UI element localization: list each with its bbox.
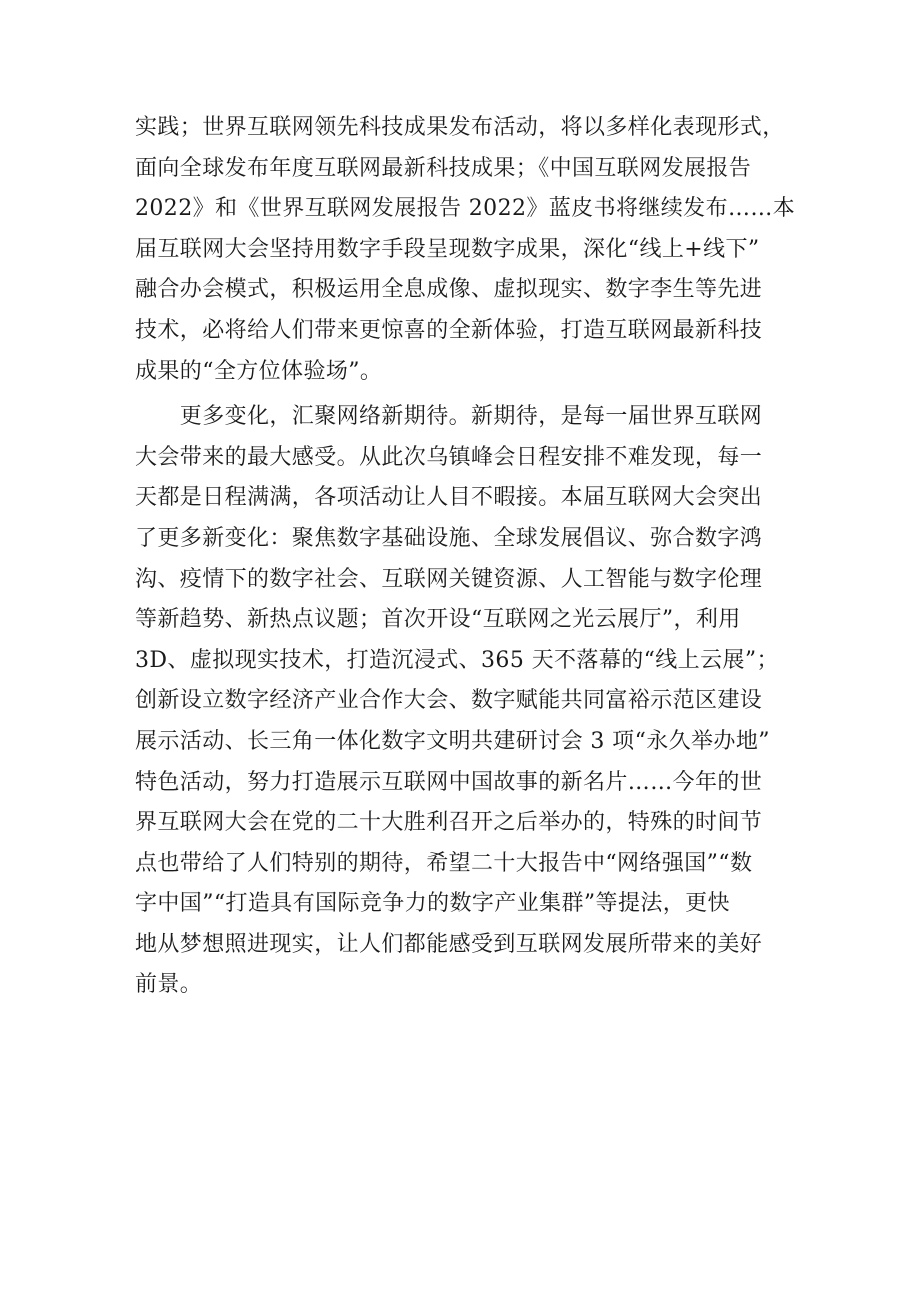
paragraph-line: 届互联网大会坚持用数字手段呈现数字成果，深化“线上+线下” <box>135 236 760 262</box>
paragraph-line: 大会带来的最大感受。从此次乌镇峰会日程安排不难发现，每一 <box>135 444 763 470</box>
paragraph-line: 了更多新变化：聚焦数字基础设施、全球发展倡议、弥合数字鸿 <box>135 525 763 551</box>
paragraph-line: 创新设立数字经济产业合作大会、数字赋能共同富裕示范区建设 <box>135 688 763 714</box>
paragraph-line: 实践；世界互联网领先科技成果发布活动，将以多样化表现形式， <box>135 115 785 140</box>
paragraph-2 <box>135 397 795 1006</box>
paragraph-line: 特色活动，努力打造展示互联网中国故事的新名片……今年的世 <box>135 769 763 795</box>
paragraph-line: 技术，必将给人们带来更惊喜的全新体验，打造互联网最新科技 <box>135 317 763 343</box>
paragraph-1 <box>135 108 795 392</box>
paragraph-line: 融合办会模式，积极运用全息成像、虚拟现实、数字李生等先进 <box>135 277 763 303</box>
paragraph-line: 界互联网大会在党的二十大胜利召开之后举办的，特殊的时间节 <box>135 810 763 836</box>
paragraph-line: 成果的“全方位体验场”。 <box>135 358 383 384</box>
paragraph-line: 2022》和《世界互联网发展报告 2022》蓝皮书将继续发布……本 <box>135 196 795 222</box>
paragraph-line: 前景。 <box>135 972 203 998</box>
paragraph-line: 3D、虚拟现实技术，打造沉浸式、365 天不落幕的“线上云展”； <box>135 647 779 673</box>
paragraph-line: 点也带给了人们特别的期待，希望二十大报告中“网络强国”“数 <box>135 850 753 876</box>
paragraph-line: 字中国”“打造具有国际竞争力的数字产业集群”等提法，更快 <box>135 891 730 917</box>
paragraph-line: 面向全球发布年度互联网最新科技成果；《中国互联网发展报告 <box>135 155 752 181</box>
document-body <box>135 108 795 1006</box>
paragraph-line: 展示活动、长三角一体化数字文明共建研讨会 3 项“永久举办地” <box>135 728 770 754</box>
paragraph-line: 更多变化，汇聚网络新期待。新期待，是每一届世界互联网 <box>135 404 763 430</box>
paragraph-line: 等新趋势、新热点议题；首次开设“互联网之光云展厅”，利用 <box>135 607 741 633</box>
paragraph-line: 地从梦想照进现实，让人们都能感受到互联网发展所带来的美好 <box>135 931 763 957</box>
paragraph-line: 沟、疫情下的数字社会、互联网关键资源、人工智能与数字伦理 <box>135 566 763 592</box>
paragraph-line: 天都是日程满满，各项活动让人目不暇接。本届互联网大会突出 <box>135 485 763 511</box>
